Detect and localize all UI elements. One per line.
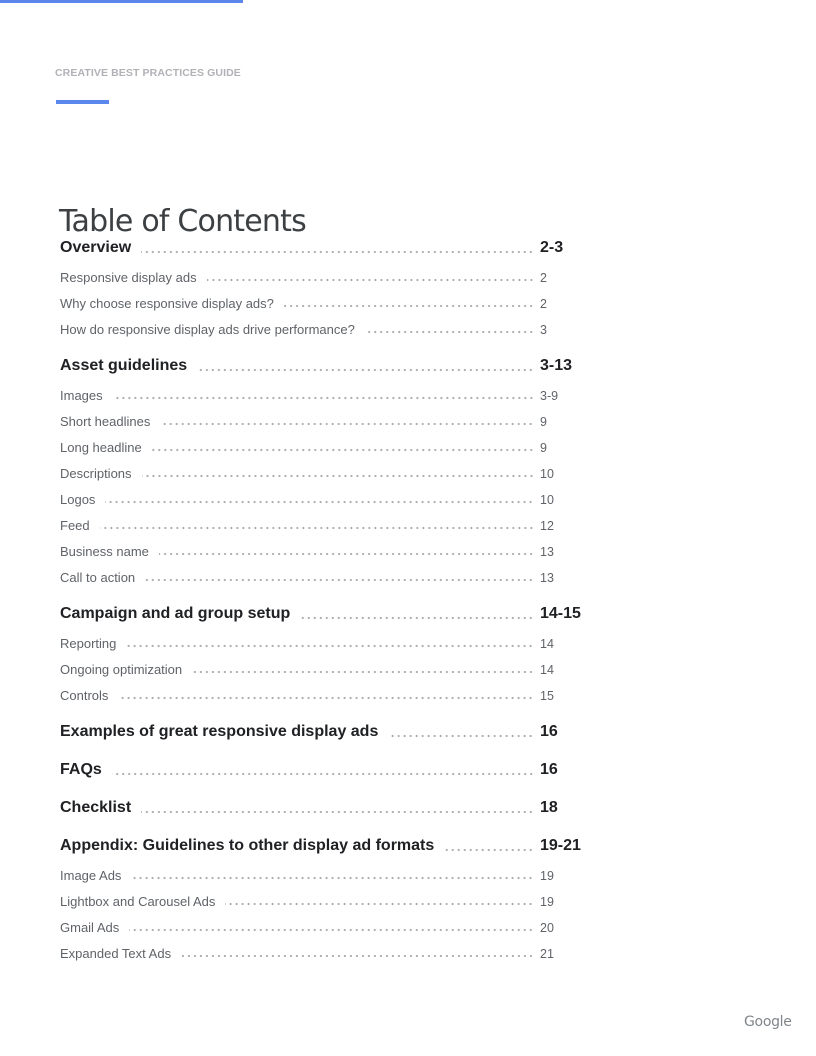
dot-leader (160, 422, 534, 426)
page-number: 10 (540, 493, 554, 507)
toc-section[interactable] (60, 355, 590, 375)
page-number: 3-9 (540, 389, 559, 403)
toc-subsection[interactable] (60, 461, 590, 481)
page-number: 2 (540, 271, 547, 285)
dot-leader (118, 696, 534, 700)
toc-entry-label: Responsive display ads (60, 270, 197, 285)
toc-subsection[interactable] (60, 915, 590, 935)
toc-section[interactable] (60, 603, 590, 623)
toc-entry-label: Asset guidelines (60, 357, 188, 374)
dot-leader (284, 304, 534, 308)
toc-entry-label: FAQs (60, 761, 102, 778)
page-title: Table of Contents (59, 204, 306, 240)
toc-entry-label: Checklist (60, 799, 132, 816)
toc-entry-label: Descriptions (60, 466, 132, 481)
toc-subsection[interactable] (60, 435, 590, 455)
toc-subsection[interactable] (60, 513, 590, 533)
dot-leader (100, 526, 534, 530)
toc-subsection[interactable] (60, 863, 590, 883)
toc-section[interactable] (60, 835, 590, 855)
dot-leader (197, 368, 534, 372)
dot-leader (207, 278, 534, 282)
dot-leader (444, 848, 534, 852)
dot-leader (152, 448, 534, 452)
dot-leader (112, 772, 534, 776)
page-number: 2-3 (540, 239, 564, 256)
top-accent-bar (0, 0, 243, 3)
dot-leader (105, 500, 534, 504)
page-number: 13 (540, 571, 554, 585)
toc-entry-label: Gmail Ads (60, 920, 120, 935)
toc-entry-label: Reporting (60, 636, 117, 651)
dot-leader (192, 670, 534, 674)
google-logo: Google (744, 1014, 792, 1030)
toc-entry-label: Expanded Text Ads (60, 946, 172, 961)
page-number: 20 (540, 921, 554, 935)
toc-section[interactable] (60, 797, 590, 817)
toc-entry-label: Logos (60, 492, 96, 507)
toc-entry-label: Images (60, 388, 103, 403)
toc-entry-label: Examples of great responsive display ads (60, 723, 379, 740)
toc-section[interactable] (60, 721, 590, 741)
toc-entry-label: Ongoing optimization (60, 662, 183, 677)
toc-subsection[interactable] (60, 265, 590, 285)
dot-leader (129, 928, 534, 932)
accent-underline (56, 100, 109, 104)
page-number: 2 (540, 297, 547, 311)
toc-subsection[interactable] (60, 565, 590, 585)
page-number: 19-21 (540, 837, 581, 854)
toc-entry-label: Long headline (60, 440, 142, 455)
toc-entry-label: Appendix: Guidelines to other display ad formats (60, 837, 435, 854)
toc-subsection[interactable] (60, 631, 590, 651)
dot-leader (141, 810, 534, 814)
dot-leader (388, 734, 534, 738)
page-number: 16 (540, 723, 558, 740)
dot-leader (225, 902, 534, 906)
dot-leader (365, 330, 534, 334)
toc-subsection[interactable] (60, 317, 590, 337)
toc-subsection[interactable] (60, 683, 590, 703)
dot-leader (131, 876, 534, 880)
dot-leader (300, 616, 534, 620)
page-number: 19 (540, 869, 554, 883)
toc-section[interactable] (60, 759, 590, 779)
dot-leader (159, 552, 534, 556)
toc-subsection[interactable] (60, 657, 590, 677)
toc-entry-label: Why choose responsive display ads? (60, 296, 274, 311)
page-number: 9 (540, 441, 547, 455)
page-number: 21 (540, 947, 554, 961)
toc-entry-label: Feed (60, 518, 90, 533)
page-number: 13 (540, 545, 554, 559)
toc-subsection[interactable] (60, 889, 590, 909)
dot-leader (126, 644, 534, 648)
toc-subsection[interactable] (60, 409, 590, 429)
page-number: 14 (540, 637, 554, 651)
page-number: 18 (540, 799, 558, 816)
toc-entry-label: Controls (60, 688, 109, 703)
toc-entry-label: Image Ads (60, 868, 122, 883)
toc-entry-label: How do responsive display ads drive performance? (60, 322, 355, 337)
toc-entry-label: Short headlines (60, 414, 151, 429)
page-number: 3-13 (540, 357, 573, 374)
toc-subsection[interactable] (60, 291, 590, 311)
page-number: 12 (540, 519, 554, 533)
page-number: 3 (540, 323, 547, 337)
dot-leader (113, 396, 534, 400)
toc-entry-label: Call to action (60, 570, 136, 585)
toc-entry-label: Overview (60, 239, 132, 256)
dot-leader (141, 250, 534, 254)
page-number: 14-15 (540, 605, 581, 622)
toc-entry-label: Lightbox and Carousel Ads (60, 894, 216, 909)
page-number: 10 (540, 467, 554, 481)
toc-entry-label: Business name (60, 544, 149, 559)
dot-leader (145, 578, 534, 582)
dot-leader (181, 954, 534, 958)
toc-entry-label: Campaign and ad group setup (60, 605, 291, 622)
dot-leader (142, 474, 534, 478)
page-number: 9 (540, 415, 547, 429)
toc-section[interactable] (60, 237, 590, 257)
page-number: 19 (540, 895, 554, 909)
page-number: 15 (540, 689, 554, 703)
page-number: 16 (540, 761, 558, 778)
guide-label: CREATIVE BEST PRACTICES GUIDE (55, 67, 241, 79)
toc-subsection[interactable] (60, 539, 590, 559)
toc-subsection[interactable] (60, 941, 590, 961)
toc-subsection[interactable] (60, 487, 590, 507)
page-number: 14 (540, 663, 554, 677)
toc-subsection[interactable] (60, 383, 590, 403)
